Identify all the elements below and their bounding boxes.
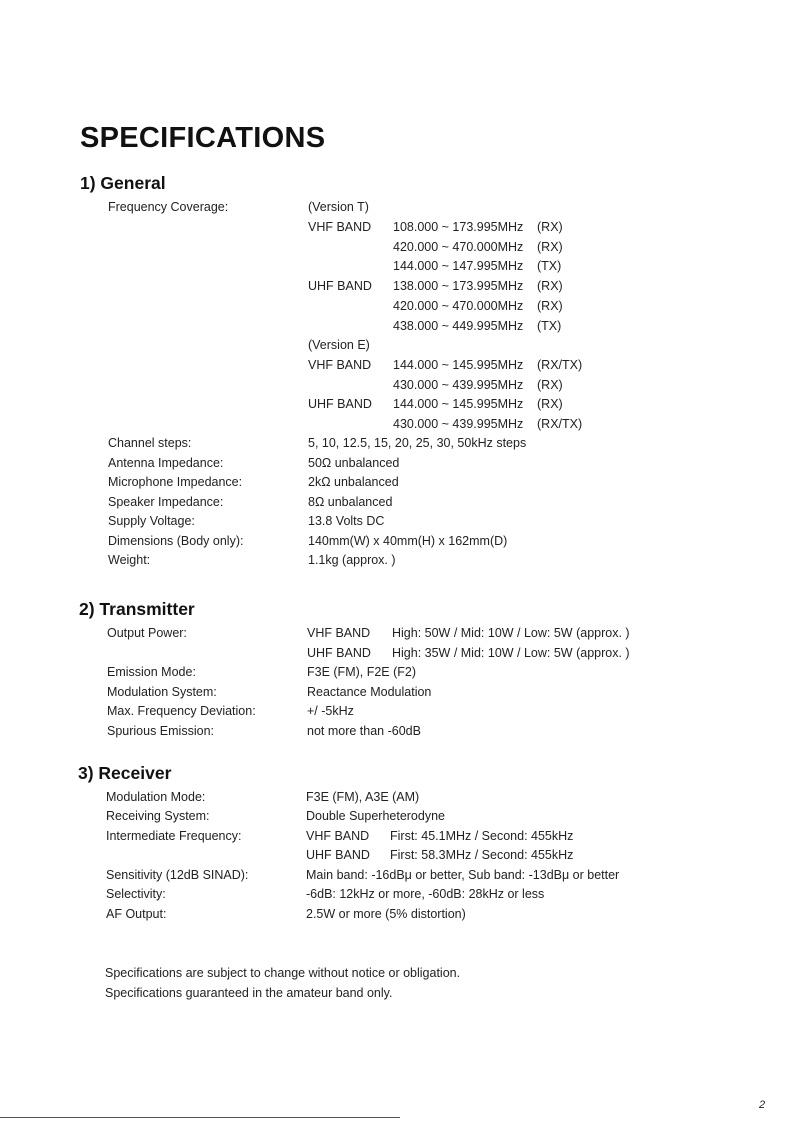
value-weight: 1.1kg (approx. ) [308,553,396,567]
label-sensitivity: Sensitivity (12dB SINAD): [106,868,249,882]
footnote: Specifications guaranteed in the amateur band only. [105,986,393,1000]
label-channel-steps: Channel steps: [108,436,192,450]
value-supply-voltage: 13.8 Volts DC [308,514,385,528]
freq-mode: (RX) [537,220,563,234]
freq-mode: (RX) [537,397,563,411]
freq-mode: (RX) [537,299,563,313]
label-dimensions: Dimensions (Body only): [108,534,244,548]
label-output-power: Output Power: [107,626,187,640]
value-receiving-system: Double Superheterodyne [306,809,445,823]
version-e-label: (Version E) [308,338,370,352]
freq-range: 108.000 ~ 173.995MHz [393,220,524,234]
freq-mode: (RX/TX) [537,358,583,372]
output-power-uhf-band: UHF BAND [307,646,371,660]
label-antenna-impedance: Antenna Impedance: [108,456,224,470]
section-transmitter-heading: 2) Transmitter [79,599,195,619]
freq-mode: (RX) [537,378,563,392]
freq-range: 420.000 ~ 470.000MHz [393,299,524,313]
output-power-vhf-band: VHF BAND [307,626,371,640]
if-vhf-value: First: 45.1MHz / Second: 455kHz [390,829,574,843]
value-af-output: 2.5W or more (5% distortion) [306,907,466,921]
label-receiving-system: Receiving System: [106,809,210,823]
value-max-deviation: +/ -5kHz [307,704,354,718]
label-weight: Weight: [108,553,151,567]
output-power-uhf-value: High: 35W / Mid: 10W / Low: 5W (approx. ) [392,646,630,660]
freq-range: 420.000 ~ 470.000MHz [393,240,524,254]
label-supply-voltage: Supply Voltage: [108,514,195,528]
value-selectivity: -6dB: 12kHz or more, -60dB: 28kHz or less [306,887,545,901]
value-emission-mode: F3E (FM), F2E (F2) [307,665,417,679]
page-title: SPECIFICATIONS [80,122,326,154]
section-receiver-heading: 3) Receiver [78,763,172,783]
label-emission-mode: Emission Mode: [107,665,196,679]
value-modulation-system: Reactance Modulation [307,685,432,699]
freq-range: 438.000 ~ 449.995MHz [393,319,524,333]
value-spurious-emission: not more than -60dB [307,724,421,738]
label-spurious-emission: Spurious Emission: [107,724,214,738]
value-speaker-impedance: 8Ω unbalanced [308,495,393,509]
label-modulation-mode: Modulation Mode: [106,790,206,804]
if-uhf-value: First: 58.3MHz / Second: 455kHz [390,848,574,862]
version-e-vhf-band: VHF BAND [308,358,372,372]
if-vhf-band: VHF BAND [306,829,370,843]
label-microphone-impedance: Microphone Impedance: [108,475,243,489]
label-intermediate-frequency: Intermediate Frequency: [106,829,242,843]
label-speaker-impedance: Speaker Impedance: [108,495,224,509]
value-sensitivity: Main band: -16dBμ or better, Sub band: -13dBμ or better [306,868,620,882]
section-general-heading: 1) General [80,173,166,193]
freq-range: 144.000 ~ 147.995MHz [393,259,524,273]
freq-mode: (RX/TX) [537,417,583,431]
bottom-rule [0,1117,400,1118]
version-t-uhf-band: UHF BAND [308,279,372,293]
freq-range: 138.000 ~ 173.995MHz [393,279,524,293]
value-dimensions: 140mm(W) x 40mm(H) x 162mm(D) [308,534,508,548]
value-microphone-impedance: 2kΩ unbalanced [308,475,399,489]
output-power-vhf-value: High: 50W / Mid: 10W / Low: 5W (approx. ) [392,626,630,640]
footnote: Specifications are subject to change without notice or obligation. [105,966,461,980]
value-modulation-mode: F3E (FM), A3E (AM) [306,790,420,804]
freq-mode: (TX) [537,319,562,333]
version-t-label: (Version T) [308,200,369,214]
label-frequency-coverage: Frequency Coverage: [108,200,229,214]
version-t-vhf-band: VHF BAND [308,220,372,234]
freq-mode: (TX) [537,259,562,273]
value-antenna-impedance: 50Ω unbalanced [308,456,400,470]
page-number: 2 [759,1099,766,1111]
label-af-output: AF Output: [106,907,167,921]
freq-range: 144.000 ~ 145.995MHz [393,397,524,411]
version-e-uhf-band: UHF BAND [308,397,372,411]
freq-mode: (RX) [537,279,563,293]
if-uhf-band: UHF BAND [306,848,370,862]
freq-range: 430.000 ~ 439.995MHz [393,417,524,431]
label-max-deviation: Max. Frequency Deviation: [107,704,256,718]
freq-range: 144.000 ~ 145.995MHz [393,358,524,372]
freq-mode: (RX) [537,240,563,254]
value-channel-steps: 5, 10, 12.5, 15, 20, 25, 30, 50kHz steps [308,436,527,450]
label-selectivity: Selectivity: [106,887,166,901]
label-modulation-system: Modulation System: [107,685,217,699]
freq-range: 430.000 ~ 439.995MHz [393,378,524,392]
